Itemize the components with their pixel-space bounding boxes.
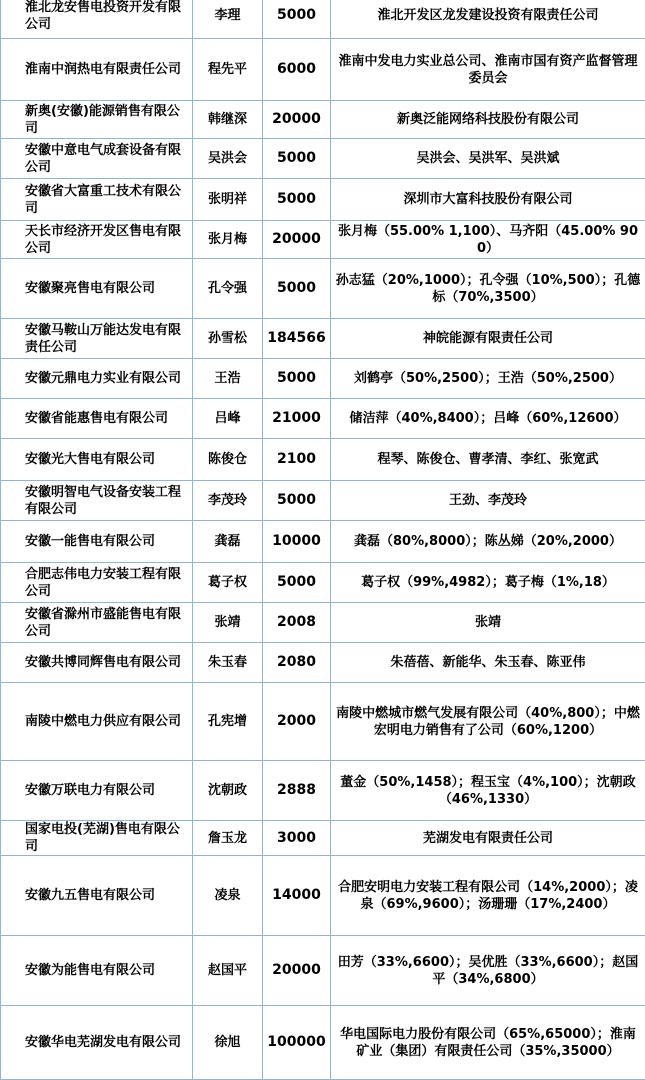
table-row xyxy=(1,259,645,319)
company-name-cell: 安徽省滁州市盛能售电有限公司 xyxy=(1,603,193,643)
table-row xyxy=(1,39,645,101)
shareholders-cell: 合肥安明电力安装工程有限公司（14%,2000）；凌泉（69%,9600）；汤珊珊（17%,2400） xyxy=(331,856,645,936)
shareholders-cell: 芜湖发电有限责任公司 xyxy=(331,821,645,856)
company-name-cell: 安徽万联电力有限公司 xyxy=(1,761,193,821)
legal-rep-cell: 李茂玲 xyxy=(193,481,263,521)
legal-rep-cell: 张明祥 xyxy=(193,179,263,221)
company-name-cell: 安徽聚亮售电有限公司 xyxy=(1,259,193,319)
capital-cell: 2008 xyxy=(263,603,331,643)
table-row xyxy=(1,521,645,563)
table-row xyxy=(1,761,645,821)
company-name-cell: 安徽为能售电有限公司 xyxy=(1,936,193,1006)
company-name-cell: 安徽马鞍山万能达发电有限责任公司 xyxy=(1,319,193,359)
capital-cell: 5000 xyxy=(263,139,331,179)
capital-cell: 5000 xyxy=(263,563,331,603)
shareholders-cell: 储洁萍（40%,8400）；吕峰（60%,12600） xyxy=(331,399,645,439)
shareholders-cell: 张月梅（55.00% 1,100）、马齐阳（45.00% 900） xyxy=(331,221,645,259)
table-row xyxy=(1,439,645,481)
shareholders-cell: 深圳市大富科技股份有限公司 xyxy=(331,179,645,221)
legal-rep-cell: 孙雪松 xyxy=(193,319,263,359)
shareholders-cell: 孙志猛（20%,1000）；孔令强（10%,500）；孔德标（70%,3500） xyxy=(331,259,645,319)
table-row xyxy=(1,563,645,603)
legal-rep-cell: 沈朝政 xyxy=(193,761,263,821)
shareholders-cell: 华电国际电力股份有限公司（65%,65000）；淮南矿业（集团）有限责任公司（35%,35000） xyxy=(331,1006,645,1080)
company-name-cell: 安徽一能售电有限公司 xyxy=(1,521,193,563)
capital-cell: 184566 xyxy=(263,319,331,359)
table-row xyxy=(1,101,645,139)
company-name-cell: 安徽九五售电有限公司 xyxy=(1,856,193,936)
capital-cell: 14000 xyxy=(263,856,331,936)
capital-cell: 2888 xyxy=(263,761,331,821)
table-row xyxy=(1,683,645,761)
company-name-cell: 安徽光大售电有限公司 xyxy=(1,439,193,481)
table-row xyxy=(1,0,645,39)
company-name-cell: 南陵中燃电力供应有限公司 xyxy=(1,683,193,761)
table-row xyxy=(1,179,645,221)
shareholders-cell: 南陵中燃城市燃气发展有限公司（40%,800）；中燃宏明电力销售有了公司（60%,1200） xyxy=(331,683,645,761)
shareholders-cell: 董金（50%,1458）；程玉宝（4%,100）；沈朝政（46%,1330） xyxy=(331,761,645,821)
shareholders-cell: 田芳（33%,6600）；吴优胜（33%,6600）；赵国平（34%,6800） xyxy=(331,936,645,1006)
legal-rep-cell: 程先平 xyxy=(193,39,263,101)
capital-cell: 5000 xyxy=(263,0,331,39)
capital-cell: 2100 xyxy=(263,439,331,481)
table-row xyxy=(1,399,645,439)
legal-rep-cell: 凌泉 xyxy=(193,856,263,936)
company-name-cell: 国家电投(芜湖)售电有限公司 xyxy=(1,821,193,856)
legal-rep-cell: 吕峰 xyxy=(193,399,263,439)
legal-rep-cell: 王浩 xyxy=(193,359,263,399)
table-row xyxy=(1,359,645,399)
legal-rep-cell: 李理 xyxy=(193,0,263,39)
capital-cell: 21000 xyxy=(263,399,331,439)
company-name-cell: 淮北龙安售电投资开发有限公司 xyxy=(1,0,193,39)
capital-cell: 6000 xyxy=(263,39,331,101)
company-name-cell: 安徽中意电气成套设备有限公司 xyxy=(1,139,193,179)
company-name-cell: 安徽共博同辉售电有限公司 xyxy=(1,643,193,683)
shareholders-cell: 神皖能源有限责任公司 xyxy=(331,319,645,359)
table-row xyxy=(1,221,645,259)
table-row xyxy=(1,856,645,936)
company-name-cell: 合肥志伟电力安装工程有限公司 xyxy=(1,563,193,603)
table-row xyxy=(1,319,645,359)
shareholders-cell: 吴洪会、吴洪军、吴洪斌 xyxy=(331,139,645,179)
company-name-cell: 新奥(安徽)能源销售有限公司 xyxy=(1,101,193,139)
capital-cell: 20000 xyxy=(263,936,331,1006)
table-row xyxy=(1,936,645,1006)
capital-cell: 2080 xyxy=(263,643,331,683)
legal-rep-cell: 龚磊 xyxy=(193,521,263,563)
company-name-cell: 安徽元鼎电力实业有限公司 xyxy=(1,359,193,399)
shareholders-cell: 程琴、陈俊仓、曹孝清、李红、张宽武 xyxy=(331,439,645,481)
company-name-cell: 安徽省大富重工技术有限公司 xyxy=(1,179,193,221)
legal-rep-cell: 孔令强 xyxy=(193,259,263,319)
shareholders-cell: 淮北开发区龙发建设投资有限责任公司 xyxy=(331,0,645,39)
legal-rep-cell: 陈俊仓 xyxy=(193,439,263,481)
capital-cell: 5000 xyxy=(263,359,331,399)
capital-cell: 10000 xyxy=(263,521,331,563)
legal-rep-cell: 张月梅 xyxy=(193,221,263,259)
capital-cell: 3000 xyxy=(263,821,331,856)
legal-rep-cell: 赵国平 xyxy=(193,936,263,1006)
shareholders-cell: 王劲、李茂玲 xyxy=(331,481,645,521)
capital-cell: 20000 xyxy=(263,101,331,139)
company-name-cell: 安徽省能惠售电有限公司 xyxy=(1,399,193,439)
legal-rep-cell: 徐旭 xyxy=(193,1006,263,1080)
shareholders-cell: 刘鹤亭（50%,2500）；王浩（50%,2500） xyxy=(331,359,645,399)
capital-cell: 5000 xyxy=(263,259,331,319)
company-name-cell: 天长市经济开发区售电有限公司 xyxy=(1,221,193,259)
company-name-cell: 安徽华电芜湖发电有限公司 xyxy=(1,1006,193,1080)
legal-rep-cell: 张靖 xyxy=(193,603,263,643)
table-row xyxy=(1,481,645,521)
shareholders-cell: 新奥泛能网络科技股份有限公司 xyxy=(331,101,645,139)
table-row xyxy=(1,643,645,683)
table-row xyxy=(1,139,645,179)
table-row xyxy=(1,1006,645,1080)
legal-rep-cell: 葛子权 xyxy=(193,563,263,603)
legal-rep-cell: 朱玉春 xyxy=(193,643,263,683)
table-body xyxy=(1,0,645,1080)
legal-rep-cell: 韩继深 xyxy=(193,101,263,139)
shareholders-cell: 朱蓓蓓、新能华、朱玉春、陈亚伟 xyxy=(331,643,645,683)
shareholders-cell: 葛子权（99%,4982）；葛子梅（1%,18） xyxy=(331,563,645,603)
table-row xyxy=(1,821,645,856)
shareholders-cell: 张靖 xyxy=(331,603,645,643)
capital-cell: 2000 xyxy=(263,683,331,761)
shareholders-cell: 龚磊（80%,8000）；陈丛娣（20%,2000） xyxy=(331,521,645,563)
legal-rep-cell: 吴洪会 xyxy=(193,139,263,179)
legal-rep-cell: 詹玉龙 xyxy=(193,821,263,856)
table-row xyxy=(1,603,645,643)
capital-cell: 5000 xyxy=(263,481,331,521)
company-name-cell: 淮南中润热电有限责任公司 xyxy=(1,39,193,101)
capital-cell: 100000 xyxy=(263,1006,331,1080)
capital-cell: 5000 xyxy=(263,179,331,221)
company-name-cell: 安徽明智电气设备安装工程有限公司 xyxy=(1,481,193,521)
shareholders-cell: 淮南中发电力实业总公司、淮南市国有资产监督管理委员会 xyxy=(331,39,645,101)
capital-cell: 20000 xyxy=(263,221,331,259)
legal-rep-cell: 孔宪增 xyxy=(193,683,263,761)
